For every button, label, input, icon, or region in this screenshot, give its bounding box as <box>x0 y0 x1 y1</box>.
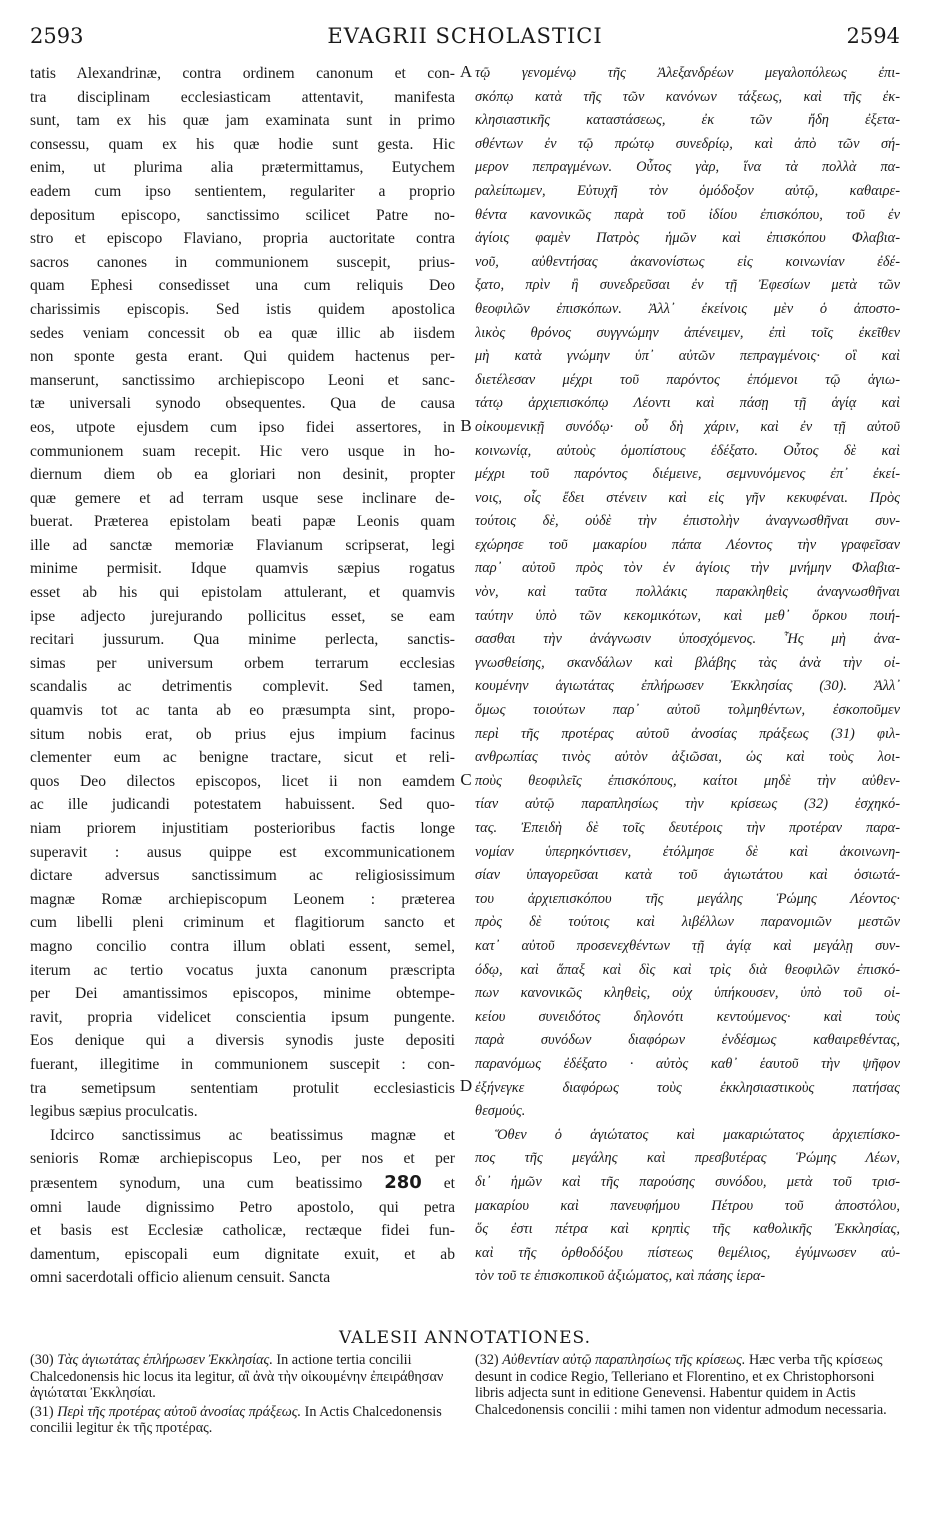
greek-line: πων κανονικῶς κληθεὶς, οὐχ ὑπήκουσεν, ὑπὸ τοῦ οἰ- <box>475 985 900 1002</box>
greek-line: εχώρησε τοῦ μακαρίου πάπα Λέοντος τὴν γραφεῖσαν <box>475 536 900 553</box>
latin-line: quos Deo dilectos episcopos, licet ii non eamdem <box>30 772 455 790</box>
greek-line: δι᾽ ἡμῶν καὶ τῆς παρούσης συνόδου, μετὰ τοῦ τρισ- <box>475 1173 900 1190</box>
latin-line: non sponte gesta erant. Qui quidem hactenus per- <box>30 348 455 366</box>
greek-line: ανθρωπίας τινὸς αὐτὸν ἀξιῶσαι, ὡς καὶ τοὺς λοι- <box>475 749 900 766</box>
annotation-note <box>30 1352 455 1402</box>
latin-line: magnæ Romæ archiepiscopum Leonem : præterea <box>30 890 455 908</box>
latin-line: esset ab his qui epistolam attulerant, et quamvis <box>30 584 455 602</box>
greek-line: γνωσθείσης, σκανδάλων καὶ βλάβης τὰς ἀνὰ τὴν οἰ- <box>475 654 900 671</box>
page-number-right: 2594 <box>846 24 900 48</box>
greek-line: σίαν ὑπαγορεῦσαι κατὰ τοῦ ἁγιωτάτου καὶ ὁσιωτά- <box>475 867 900 884</box>
greek-line: μερον πεπραγμένων. Οὗτος γὰρ, ἵνα τὰ πολλὰ πα- <box>475 159 900 176</box>
latin-line: consessu, quam ex his quæ hodie sunt gesta. Hic <box>30 135 455 153</box>
greek-line: καὶ τῆς ὀρθοδόξου πίστεως θεμέλιος, ἐγύμνωσεν αὐ- <box>475 1244 900 1261</box>
greek-line: παρανόμως ἐδέξατο · αὐτὸς καθ᾽ ἑαυτοῦ τὴν ψῆφον <box>475 1055 900 1072</box>
greek-line: τῷ γενομένῳ τῆς Ἀλεξανδρέων μεγαλοπόλεως ἐπι- <box>475 65 900 81</box>
greek-line: παρ᾽ αὐτοῦ πρὸς τὸν ἐν ἁγίοις τὴν μνήμην Φλαβια- <box>475 560 900 577</box>
greek-line: ὅς ἐστι πέτρα καὶ κρηπὶς τῆς καθολικῆς Ἐκκλησίας, <box>475 1221 900 1238</box>
latin-line: et basis est Ecclesiæ catholicæ, rectæque fidei fun- <box>30 1222 455 1240</box>
greek-line: κείου συνειδότος δηλονότι κεντούμενος· καὶ τοὺς <box>475 1008 900 1025</box>
greek-line: σασθαι τὴν ἀνάγνωσιν ὑποσχόμενος. Ἧς μὴ ἀνα- <box>475 631 900 648</box>
annotations-title: VALESII ANNOTATIONES. <box>338 1328 592 1348</box>
latin-line: ac ille judicandi potestatem habuissent. Sed quo- <box>30 796 455 814</box>
latin-line: tatis Alexandrinæ, contra ordinem canonum et con- <box>30 65 455 82</box>
latin-line: situm nobis erat, ob prius ejus impium facinus <box>30 725 455 743</box>
greek-line: οἰκουμενικῇ συνόδῳ· οὗ δὴ χάριν, καὶ ἐν τῇ αὐτοῦ <box>475 418 900 435</box>
greek-line: του ἀρχιεπισκόπου τῆς μεγάλης Ῥώμης Λέοντος· <box>475 890 900 907</box>
greek-line: διετέλεσαν μέχρι τοῦ παρόντος ἑπόμενοι τῷ ἁγιω- <box>475 371 900 388</box>
note-lemma: Αὐθεντίαν αὐτῷ παραπλησίως τῆς κρίσεως. <box>502 1352 749 1368</box>
latin-line: ipse adjecto jurejurando pollicitus esset, se eam <box>30 607 455 625</box>
latin-column <box>30 62 455 1290</box>
greek-line: περὶ τῆς προτέρας αὐτοῦ ἀνοσίας πράξεως (31) φιλ- <box>475 725 900 742</box>
greek-line: ὅμως τοιούτων παρ᾽ αὐτοῦ τολμηθέντων, ἐσκοποῦμεν <box>475 702 900 719</box>
section-marker-d: D <box>459 1076 473 1095</box>
note-text: Hæc verba τῆς κρίσεως desunt in codice Regio, Telleriano et Florentino, et ex Christophorsoni libris adjecta sunt in editione Genevensi. Habentur quidem in Actis Chalcedonensis concilii : mihi tamen non videntur admodum necessaria. <box>475 1352 887 1418</box>
latin-line: præsentem synodum, una cum beatissimo 280 et <box>30 1171 455 1193</box>
latin-line: communionem suam recepit. Hic vero usque in ho- <box>30 442 455 460</box>
greek-column <box>475 62 900 1289</box>
latin-line: stro et episcopo Flaviano, propria auctoritate contra <box>30 230 455 248</box>
greek-line: μακαρίου καὶ πανευφήμου Πέτρου τοῦ ἀποστόλου, <box>475 1197 900 1214</box>
latin-line: sunt, tam ex his quæ jam examinata sunt in primo <box>30 112 455 130</box>
latin-line: cum libelli pleni criminum et flagitiorum sancto et <box>30 914 455 932</box>
latin-line: fuerant, illegitime in communionem suscepit : con- <box>30 1055 455 1073</box>
latin-line: ravit, propria videlicet conscientia ipsum pungente. <box>30 1008 455 1026</box>
latin-line: diernum diem ob ea gloriari non desinit, propter <box>30 466 455 484</box>
greek-line: πος τῆς μεγάλης καὶ πρεσβυτέρας Ῥώμης Λέων, <box>475 1150 900 1167</box>
note-lemma: Τὰς ἁγιωτάτας ἐπλήρωσεν Ἐκκλησίας. <box>57 1352 277 1368</box>
annotations-left-column <box>30 1352 455 1439</box>
page-header <box>30 24 900 58</box>
note-text: In actione tertia concilii Chalcedonensis hic locus ita legitur, αἳ ἀνὰ τὴν οἰκουμένην ἐπειράθησαν ἁγιώταται Ἐκκλησίαι. <box>30 1352 444 1402</box>
note-number: (30) <box>30 1352 58 1368</box>
annotations-right-column <box>475 1352 900 1420</box>
greek-line: νοις, οἷς ἔδει στένειν καὶ εἰς γῆν κεκυφέναι. Πρὸς <box>475 489 900 506</box>
greek-line: όδῳ, καὶ ἅπαξ καὶ δὶς καὶ τρὶς διὰ θεοφιλῶν ἐπισκό- <box>475 961 900 978</box>
latin-line: niam priorem injustitiam posterioribus factis longe <box>30 820 455 837</box>
latin-line: eadem cum ipso sentientem, regulariter a proprio <box>30 182 455 200</box>
latin-line: superavit : ausus quippe est excommunicationem <box>30 843 455 861</box>
greek-line: νοῦ, αὐθεντήσας ἀκανονίστως εἰς κοινωνίαν ἐδέ- <box>475 253 900 270</box>
greek-line: λικὸς θρόνος συγγνώμην ἀπένειμεν, ἐπὶ τοῖς ἐκεῖθεν <box>475 324 900 341</box>
greek-line: ἐξήνεγκε διαφόρως τοὺς ἐκκλησιαστικοὺς πατήσας <box>475 1079 900 1096</box>
greek-line: κλησιαστικῆς καταστάσεως, ἐκ τῶν ἤδη ἐξετα- <box>475 112 900 129</box>
greek-line: σκόπῳ κατὰ τῆς τῶν κανόνων τάξεως, καὶ τῆς ἐκ- <box>475 88 900 105</box>
latin-line: quamvis tot ac tanta ab eo præsumpta sint, propo- <box>30 702 455 720</box>
latin-line: charissimis episcopis. Sed istis quidem apostolica <box>30 300 455 318</box>
greek-line: τὸν τοῦ τε ἐπισκοπικοῦ ἀξιώματος, καὶ πάσης ἱερα- <box>475 1268 766 1285</box>
note-number: (32) <box>475 1352 503 1368</box>
greek-line: τας. Ἐπειδὴ δὲ τοῖς δευτέροις τὴν προτέραν παρα- <box>475 820 900 836</box>
greek-line: θεσμούς. <box>475 1103 526 1120</box>
annotation-note <box>475 1352 900 1418</box>
latin-line: buerat. Præterea epistolam beati papæ Leonis quam <box>30 513 455 531</box>
greek-line: ξατο, πρὶν ἢ συνεδρεῦσαι ἐν τῇ Ἐφεσίων μετὰ τῶν <box>475 277 900 294</box>
greek-line: μέχρι τοῦ παρόντος διέμεινε, σεμνυνόμενος ἐπ᾽ ἐκεί- <box>475 466 900 483</box>
inline-page-number: 280 <box>384 1171 422 1193</box>
latin-line: tra disciplinam ecclesiasticam attentavit, manifesta <box>30 88 455 106</box>
greek-line: μὴ κατὰ γνώμην ὑπ᾽ αὐτῶν πεπραγμένοις· οἳ καὶ <box>475 348 900 365</box>
latin-line: recitari jussurum. Qua minime perlecta, sanctis- <box>30 631 455 649</box>
greek-line: ποὺς θεοφιλεῖς ἐπισκόπους, καίτοι μηδὲ τὴν αὐθεν- <box>475 772 900 789</box>
greek-line: ἁγίοις φαμὲν Πατρὸς ἡμῶν καὶ ἐπισκόπου Φλαβια- <box>475 230 900 247</box>
latin-line: quæ gemere et ad terram usque sese inclinare de- <box>30 489 455 507</box>
page-number-left: 2593 <box>30 24 84 48</box>
latin-line: sacros canones in communionem suscepit, prius- <box>30 253 455 271</box>
latin-line: depositum episcopo, sanctissimo scilicet Patre no- <box>30 206 455 224</box>
latin-line: tra semetipsum sententiam protulit ecclesiasticis <box>30 1079 455 1097</box>
greek-line: θέντα κανονικῶς παρὰ τοῦ ἰδίου ἐπισκόπου, τοῦ ἐν <box>475 206 900 223</box>
latin-line: per Dei amantissimos episcopos, minime obtempe- <box>30 985 455 1003</box>
latin-line: ille ad sanctæ memoriæ Flavianum scripserat, legi <box>30 536 455 554</box>
latin-line: simas per universum orbem terrarum ecclesias <box>30 654 455 672</box>
latin-line: scandalis ac detrimentis complevit. Sed tamen, <box>30 678 455 696</box>
latin-line: eos, utpote ejusdem cum ipso fidei assertores, in <box>30 418 455 436</box>
greek-line: κατ᾽ αὐτοῦ προσενεχθέντων τῇ ἁγίᾳ καὶ μεγάλῃ συν- <box>475 937 900 954</box>
latin-line: Eos denique qui a diversis synodis juste depositi <box>30 1032 455 1050</box>
latin-line: tæ universali synodo obsequentes. Qua de causa <box>30 395 455 413</box>
annotation-note <box>30 1404 455 1437</box>
greek-line: νομίαν ὑπερηκόντισεν, ἐτόλμησε δὲ καὶ ἀκοινωνη- <box>475 843 900 860</box>
latin-line: omni sacerdotali officio alienum censuit. Sancta <box>30 1269 331 1287</box>
greek-line: πρὸς δὲ τούτοις καὶ λιβέλλων παρανομιῶν μεστῶν <box>475 914 900 931</box>
greek-line: τούτοις δὲ, οὐδὲ τὴν ἐπιστολὴν ἀναγνωσθῆναι συν- <box>475 513 900 530</box>
note-text: In Actis Chalcedonensis concilii legitur ἐκ τῆς προτέρας. <box>30 1403 442 1437</box>
greek-line: τίαν αὐτῷ παραπλησίως τὴν κρίσεως (32) ἐσχηκό- <box>475 796 900 813</box>
greek-line: θεοφιλῶν ἐπισκόπων. Ἀλλ᾽ ἐκείνοις μὲν ὁ ἀποστο- <box>475 300 900 317</box>
section-marker-b: B <box>460 416 472 435</box>
greek-line: κοινωνίᾳ, αὐτοὺς ὁμοπίστους ἐδέξατο. Οὗτος δὲ καὶ <box>475 442 900 459</box>
latin-line: damentum, episcopali eum dignitate exuit, et ab <box>30 1245 455 1263</box>
latin-line: Idcirco sanctissimus ac beatissimus magnæ et <box>50 1126 455 1144</box>
latin-line: sedes veniam concessit ob ea quæ illic ab iisdem <box>30 324 455 342</box>
section-marker-c: C <box>460 770 472 789</box>
latin-line: magno concilio contra illum oblati essent, semel, <box>30 937 455 955</box>
latin-line: iterum ac tertio vocatus juxta canonum præscripta <box>30 961 455 979</box>
latin-line: dictare adversus sanctissimum ac religiosissimum <box>30 867 455 885</box>
latin-line: quam Ephesi consedisset una cum reliquis Deo <box>30 277 455 295</box>
greek-line: παρὰ συνόδων διαφόρων ἐνδέσμως καθαιρεθέντας, <box>475 1032 900 1049</box>
latin-line: manserunt, sanctissimo archiepiscopo Leoni et sanc- <box>30 371 455 389</box>
greek-line: σθέντων ἐν τῷ πρώτῳ συνεδρίῳ, καὶ ἀπὸ τῶν σή- <box>475 135 900 152</box>
latin-line: senioris Romæ archiepiscopus Leo, per nos et per <box>30 1150 455 1168</box>
greek-line: Ὅθεν ὁ ἁγιώτατος καὶ μακαριώτατος ἀρχιεπίσκο- <box>495 1126 900 1143</box>
greek-line: ραλείπωμεν, Εὐτυχῆ τὸν ὁμόδοξον αὐτῷ, καθαιρε- <box>475 182 900 199</box>
greek-line: ταύτην ὑπὸ τῶν κεκομικότων, καὶ μεθ᾽ ὅρκου ποιή- <box>475 607 900 624</box>
latin-line: minime permisit. Idque quamvis sæpius rogatus <box>30 560 455 578</box>
note-number: (31) <box>30 1403 58 1420</box>
section-marker-a: A <box>459 62 473 81</box>
greek-line: τάτῳ ἀρχιεπισκόπῳ Λέοντι καὶ πάσῃ τῇ ἁγίᾳ καὶ <box>475 395 900 412</box>
latin-line: legibus sæpius proculcatis. <box>30 1103 198 1121</box>
greek-line: νὸν, καὶ ταῦτα πολλάκις παρακληθεὶς ἀναγνωσθῆναι <box>475 584 900 601</box>
running-title: EVAGRII SCHOLASTICI <box>327 24 603 48</box>
latin-line: enim, ut plurima alia prætermittamus, Eutychem <box>30 159 455 177</box>
latin-line: clementer eum ac benigne tractare, sicut et reli- <box>30 749 455 767</box>
latin-line: omni laude dignissimo Petro apostolo, qui petra <box>30 1198 455 1216</box>
greek-line: κουμένην ἁγιωτάτας ἐπλήρωσεν Ἐκκλησίας (30). Ἀλλ᾽ <box>475 678 900 695</box>
note-lemma: Περὶ τῆς προτέρας αὐτοῦ ἀνοσίας πράξεως. <box>57 1403 305 1420</box>
